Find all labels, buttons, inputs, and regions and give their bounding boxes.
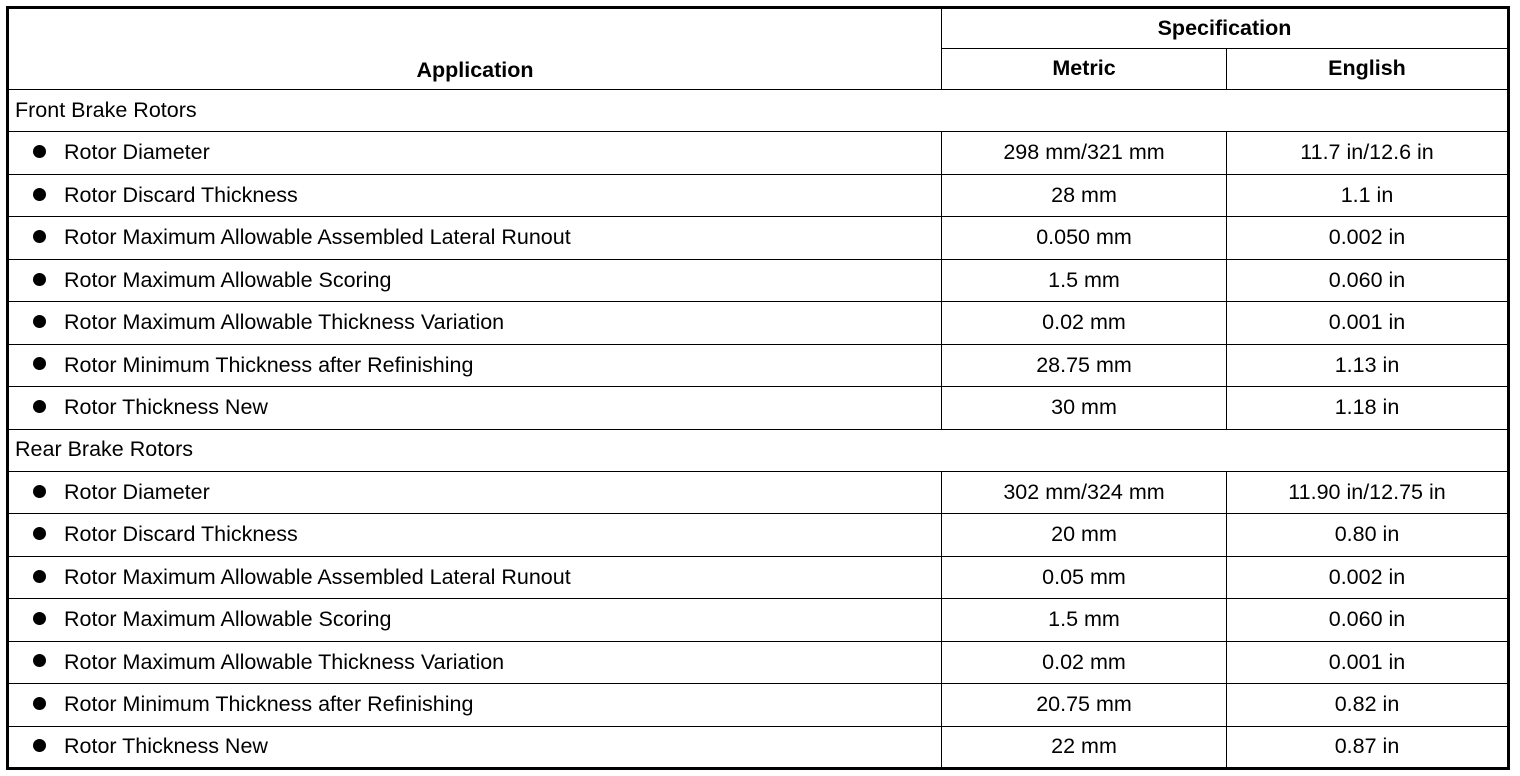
english-value: 0.82 in <box>1227 684 1509 726</box>
metric-column-header: Metric <box>942 49 1227 90</box>
bullet-icon <box>33 315 46 328</box>
english-value: 0.060 in <box>1227 259 1509 301</box>
table-row <box>8 174 1509 216</box>
metric-value: 0.05 mm <box>942 556 1227 598</box>
table-row <box>8 471 1509 513</box>
table-body <box>8 90 1509 769</box>
application-cell <box>8 174 942 216</box>
bullet-icon <box>33 527 46 540</box>
application-label: Rotor Thickness New <box>64 395 268 420</box>
table-row <box>8 344 1509 386</box>
metric-value: 1.5 mm <box>942 599 1227 641</box>
application-label: Rotor Maximum Allowable Scoring <box>64 267 392 292</box>
bullet-icon <box>33 145 46 158</box>
metric-value: 0.02 mm <box>942 302 1227 344</box>
application-label: Rotor Discard Thickness <box>64 522 298 547</box>
metric-value: 20 mm <box>942 514 1227 556</box>
application-cell <box>8 726 942 768</box>
table-row <box>8 387 1509 429</box>
bullet-icon <box>33 273 46 286</box>
english-value: 11.7 in/12.6 in <box>1227 132 1509 174</box>
english-value: 1.13 in <box>1227 344 1509 386</box>
english-value: 0.001 in <box>1227 641 1509 683</box>
application-cell <box>8 259 942 301</box>
bullet-icon <box>33 739 46 752</box>
metric-value: 0.050 mm <box>942 217 1227 259</box>
application-cell <box>8 556 942 598</box>
metric-value: 1.5 mm <box>942 259 1227 301</box>
english-value: 0.060 in <box>1227 599 1509 641</box>
table-row <box>8 726 1509 768</box>
metric-value: 30 mm <box>942 387 1227 429</box>
bullet-icon <box>33 230 46 243</box>
application-label: Rotor Diameter <box>64 140 210 165</box>
section-title: Rear Brake Rotors <box>8 429 1509 471</box>
bullet-icon <box>33 612 46 625</box>
header-row-1 <box>8 8 1509 49</box>
application-column-header: Application <box>8 8 942 90</box>
application-cell <box>8 471 942 513</box>
table-row <box>8 217 1509 259</box>
specification-table <box>6 6 1510 770</box>
application-label: Rotor Discard Thickness <box>64 182 298 207</box>
english-column-header: English <box>1227 49 1509 90</box>
specification-column-header: Specification <box>942 8 1509 49</box>
bullet-icon <box>33 570 46 583</box>
table-row <box>8 599 1509 641</box>
table-row <box>8 302 1509 344</box>
bullet-icon <box>33 485 46 498</box>
metric-value: 0.02 mm <box>942 641 1227 683</box>
application-cell <box>8 599 942 641</box>
application-cell <box>8 344 942 386</box>
application-label: Rotor Minimum Thickness after Refinishing <box>64 352 474 377</box>
bullet-icon <box>33 654 46 667</box>
application-cell <box>8 641 942 683</box>
english-value: 0.80 in <box>1227 514 1509 556</box>
application-cell <box>8 684 942 726</box>
english-value: 11.90 in/12.75 in <box>1227 471 1509 513</box>
bullet-icon <box>33 188 46 201</box>
metric-value: 302 mm/324 mm <box>942 471 1227 513</box>
metric-value: 298 mm/321 mm <box>942 132 1227 174</box>
application-cell <box>8 217 942 259</box>
bullet-icon <box>33 400 46 413</box>
application-cell <box>8 302 942 344</box>
section-title: Front Brake Rotors <box>8 90 1509 132</box>
table-row <box>8 641 1509 683</box>
metric-value: 28.75 mm <box>942 344 1227 386</box>
application-label: Rotor Thickness New <box>64 734 268 759</box>
metric-value: 28 mm <box>942 174 1227 216</box>
application-label: Rotor Maximum Allowable Thickness Variation <box>64 310 505 335</box>
application-cell <box>8 132 942 174</box>
application-label: Rotor Minimum Thickness after Refinishing <box>64 692 474 717</box>
table-row <box>8 132 1509 174</box>
bullet-icon <box>33 357 46 370</box>
table-header <box>8 8 1509 90</box>
application-label: Rotor Diameter <box>64 479 210 504</box>
application-label: Rotor Maximum Allowable Scoring <box>64 607 392 632</box>
application-label: Rotor Maximum Allowable Thickness Variation <box>64 649 505 674</box>
table-row <box>8 556 1509 598</box>
application-cell <box>8 387 942 429</box>
table-row <box>8 514 1509 556</box>
english-value: 0.002 in <box>1227 556 1509 598</box>
english-value: 1.1 in <box>1227 174 1509 216</box>
section-row <box>8 429 1509 471</box>
bullet-icon <box>33 697 46 710</box>
application-cell <box>8 514 942 556</box>
metric-value: 20.75 mm <box>942 684 1227 726</box>
table-row <box>8 684 1509 726</box>
application-label: Rotor Maximum Allowable Assembled Lateral Runout <box>64 564 571 589</box>
section-row <box>8 90 1509 132</box>
english-value: 0.87 in <box>1227 726 1509 768</box>
metric-value: 22 mm <box>942 726 1227 768</box>
table-row <box>8 259 1509 301</box>
application-label: Rotor Maximum Allowable Assembled Lateral Runout <box>64 225 571 250</box>
english-value: 0.001 in <box>1227 302 1509 344</box>
english-value: 0.002 in <box>1227 217 1509 259</box>
english-value: 1.18 in <box>1227 387 1509 429</box>
